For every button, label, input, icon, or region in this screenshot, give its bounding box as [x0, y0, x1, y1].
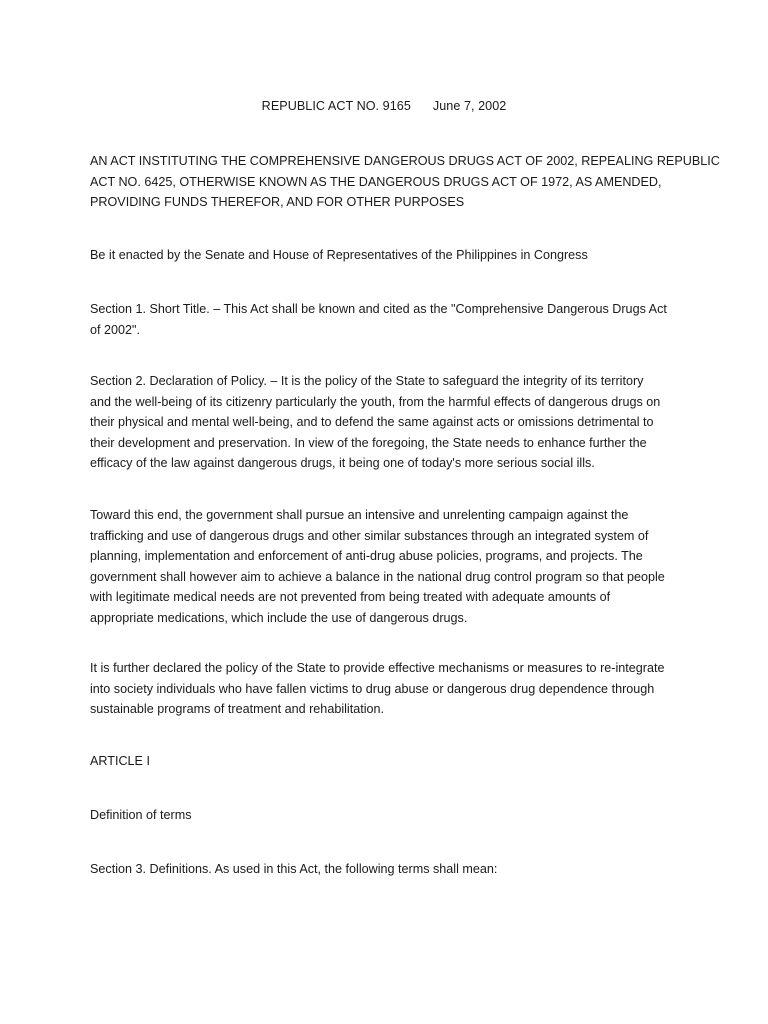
article-heading	[90, 751, 658, 772]
act-date: June 7, 2002	[432, 99, 507, 113]
section-3	[90, 859, 658, 880]
policy-paragraph-line: appropriate medications, which include the use of dangerous drugs.	[90, 610, 468, 625]
act-title-line: PROVIDING FUNDS THEREFOR, AND FOR OTHER PURPOSES	[90, 195, 465, 209]
policy-paragraph-line: Toward this end, the government shall pursue an intensive and unrelenting campaign against the	[90, 508, 629, 522]
section-1	[90, 299, 667, 340]
article-heading-text: ARTICLE I	[90, 754, 150, 768]
section-3-intro: Section 3. Definitions. As used in this Act, the following terms shall mean:	[90, 862, 498, 876]
policy-paragraph-line: It is further declared the policy of the State to provide effective mechanisms or measures to re-integrate	[90, 661, 665, 675]
act-title	[90, 151, 720, 213]
policy-paragraph-line: into society individuals who have fallen victims to drug abuse or dangerous drug dependence through	[90, 681, 655, 696]
policy-paragraph-line: trafficking and use of dangerous drugs and other similar substances through an integrated system of	[90, 528, 649, 543]
policy-paragraph-line: planning, implementation and enforcement of anti-drug abuse policies, programs, and projects. The	[90, 549, 643, 563]
section-2-line: efficacy of the law against dangerous drugs, it being one of today's more serious social ills.	[90, 456, 595, 470]
act-title-line: ACT NO. 6425, OTHERWISE KNOWN AS THE DANGEROUS DRUGS ACT OF 1972, AS AMENDED,	[90, 174, 662, 189]
section-2	[90, 371, 661, 474]
section-1-line: of 2002".	[90, 322, 140, 337]
article-subtitle	[90, 805, 658, 826]
policy-paragraph-further	[90, 658, 665, 720]
policy-paragraph-line: government shall however aim to achieve a balance in the national drug control program so that people	[90, 569, 665, 584]
section-2-line: their development and preservation. In view of the foregoing, the State needs to enhance further the	[90, 435, 647, 450]
enacting-clause-line: Be it enacted by the Senate and House of Representatives of the Philippines in Congress	[90, 248, 588, 262]
act-heading	[0, 99, 768, 113]
article-subtitle-text: Definition of terms	[90, 808, 192, 822]
act-number: REPUBLIC ACT NO. 9165	[261, 99, 411, 113]
policy-paragraph-toward	[90, 505, 665, 628]
section-2-line: Section 2. Declaration of Policy. – It is the policy of the State to safeguard the integrity of its territory	[90, 374, 644, 388]
section-2-line: their physical and mental well-being, and to defend the same against acts or omissions detrimental to	[90, 415, 654, 429]
policy-paragraph-line: with legitimate medical needs are not prevented from being treated with adequate amounts of	[90, 590, 611, 604]
section-2-line: and the well-being of its citizenry particularly the youth, from the harmful effects of dangerous drugs on	[90, 394, 661, 409]
section-1-line: Section 1. Short Title. – This Act shall be known and cited as the "Comprehensive Dangerous Drugs Act	[90, 302, 667, 316]
policy-paragraph-line: sustainable programs of treatment and rehabilitation.	[90, 702, 385, 716]
enacting-clause	[90, 245, 658, 266]
act-title-line: AN ACT INSTITUTING THE COMPREHENSIVE DANGEROUS DRUGS ACT OF 2002, REPEALING REPUBLIC	[90, 154, 720, 168]
